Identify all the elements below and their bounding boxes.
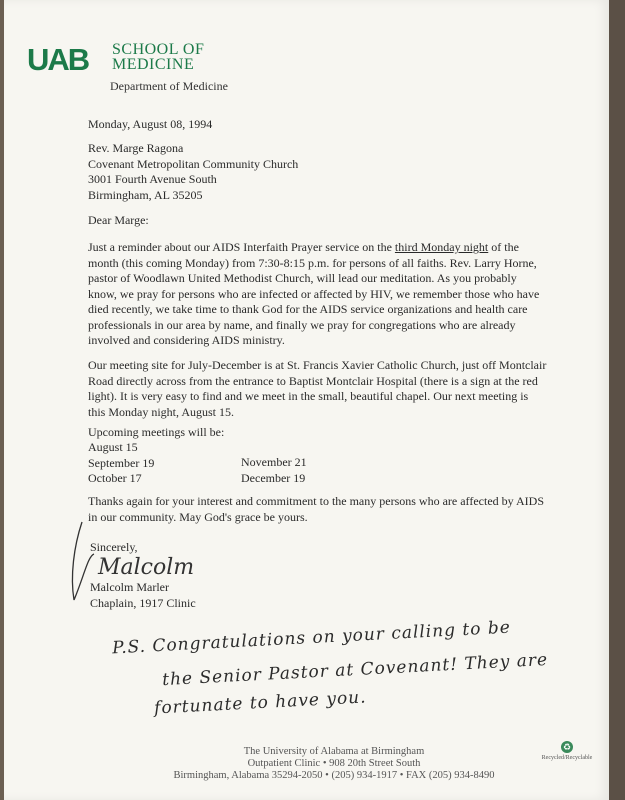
signer-name: Malcolm Marler: [90, 580, 169, 594]
uab-logo: [27, 44, 109, 74]
footer-line: Outpatient Clinic • 908 20th Street South: [247, 758, 421, 769]
department: Department of Medicine: [110, 79, 228, 93]
postscript-line: fortunate to have you.: [153, 687, 368, 719]
paragraph-text: Just a reminder about our AIDS Interfaith Prayer service on the: [88, 240, 395, 254]
paragraph-thanks: Thanks again for your interest and commitment to the many persons who are affected by AIDS in our community. May God's grace be yours.: [88, 494, 544, 524]
footer-address: [164, 746, 504, 782]
underlined-text: third Monday night: [394, 240, 489, 254]
paragraph-reminder: [88, 240, 548, 349]
footer-line: The University of Alabama at Birmingham: [243, 746, 425, 757]
postscript-line: P.S. Congratulations on your calling to be: [111, 617, 512, 659]
recipient-line: Birmingham, AL 35205: [88, 187, 203, 202]
salutation: Dear Marge:: [88, 213, 149, 227]
school-line-1: SCHOOL OF: [112, 41, 205, 58]
recycle-badge: [532, 741, 602, 761]
meeting-date: November 21: [241, 455, 307, 469]
recipient-line: Rev. Marge Ragona: [88, 141, 184, 155]
signer-block: [90, 580, 196, 611]
recipient-line: Covenant Metropolitan Community Church: [88, 156, 299, 171]
meeting-date: October 17: [88, 471, 142, 485]
background-edge: [609, 0, 625, 800]
school-name: [112, 42, 204, 72]
recipient-line: 3001 Fourth Avenue South: [88, 172, 217, 186]
letter-sheet: [4, 0, 609, 800]
paragraph-text: of the month (this coming Monday) from 7:30-8:15 p.m. for persons of all faiths. Rev. Larry Horne, pastor of Woodlawn United Methodist Church, will lead our meditation. As you probably know, we pray for persons who are infected or affected by HIV, we remember those who have died recently, we take time to thank God for the AIDS service organizations and health care professionals in our area by name, and finally we pray for congregations who are already involved and considering AIDS ministry.: [88, 240, 540, 347]
meeting-date: August 15: [88, 440, 138, 454]
recycle-label: Recycled/Recyclable: [541, 755, 593, 761]
meeting-date: December 19: [241, 470, 306, 485]
meetings-left-column: [88, 440, 154, 487]
school-line-2: MEDICINE: [112, 56, 195, 73]
upcoming-label: Upcoming meetings will be:: [88, 425, 225, 439]
signature-text: Malcolm: [98, 555, 195, 580]
meetings-right-column: [241, 455, 307, 486]
letter-date: Monday, August 08, 1994: [88, 117, 213, 131]
meeting-date: September 19: [88, 455, 155, 470]
signer-title: Chaplain, 1917 Clinic: [90, 595, 196, 610]
recycle-icon: ♻: [562, 742, 572, 752]
paragraph-meeting-site: Our meeting site for July-December is at St. Francis Xavier Catholic Church, just off Montclair Road directly across from the entrance to Baptist Montclair Hospital (there is a sign at the red light). It is very easy to find and we meet in the small, beautiful chapel. Our next meeting is this Monday night, August 15.: [88, 358, 547, 419]
closing: Sincerely,: [90, 540, 138, 554]
postscript-line: the Senior Pastor at Covenant! They are: [161, 649, 549, 691]
recipient-address: [88, 141, 298, 203]
footer-line: Birmingham, Alabama 35294-2050 • (205) 934-1917 • FAX (205) 934-8490: [173, 770, 495, 781]
svg-text:UAB: UAB: [27, 44, 89, 74]
